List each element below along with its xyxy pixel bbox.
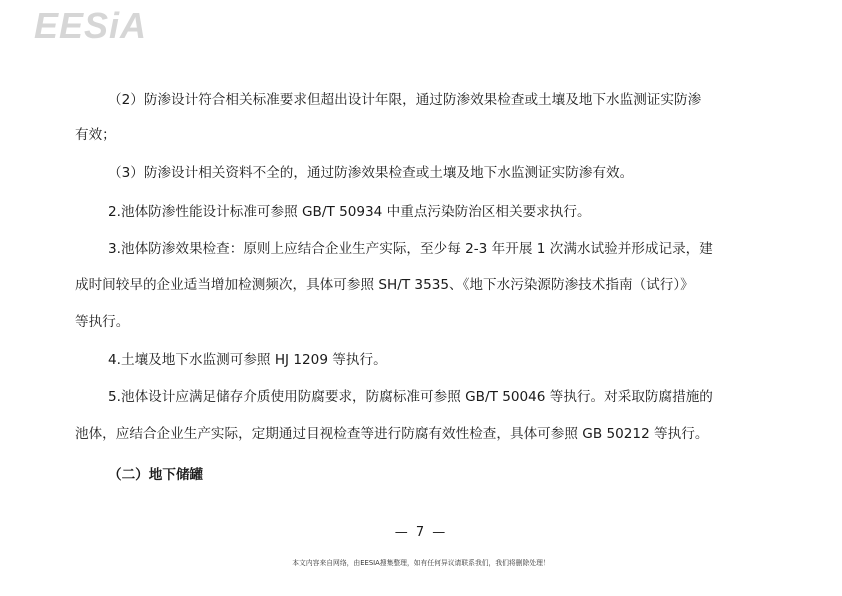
footer-disclaimer: 本文内容来自网络，由EESIA搜集整理，如有任何异议请联系我们，我们将删除处理！ [292, 559, 550, 567]
paragraph-line: （2）防渗设计符合相关标准要求但超出设计年限，通过防渗效果检查或土壤及地下水监测证实防渗 [108, 92, 702, 108]
paragraph-line: 4.土壤及地下水监测可参照 HJ 1209 等执行。 [108, 352, 387, 368]
paragraph-line: 等执行。 [75, 314, 130, 330]
paragraph-line: 3.池体防渗效果检查：原则上应结合企业生产实际，至少每 2-3 年开展 1 次满水试验并形成记录，建 [108, 241, 713, 257]
paragraph-line: （3）防渗设计相关资料不全的，通过防渗效果检查或土壤及地下水监测证实防渗有效。 [108, 165, 634, 181]
paragraph-line: 5.池体设计应满足储存介质使用防腐要求，防腐标准可参照 GB/T 50046 等执行。对采取防腐措施的 [108, 389, 713, 405]
page-number: — 7 — [394, 525, 448, 540]
eesia-logo: EESiA [34, 5, 148, 46]
paragraph-line: 2.池体防渗性能设计标准可参照 GB/T 50934 中重点污染防治区相关要求执行。 [108, 204, 591, 220]
paragraph-line: 池体，应结合企业生产实际，定期通过目视检查等进行防腐有效性检查，具体可参照 GB 50212 等执行。 [75, 426, 709, 442]
paragraph-line: 有效； [75, 127, 116, 143]
paragraph-line: 成时间较早的企业适当增加检测频次，具体可参照 SH/T 3535、《地下水污染源防渗技术指南（试行）》 [75, 277, 694, 293]
section-heading: （二）地下储罐 [108, 467, 204, 483]
